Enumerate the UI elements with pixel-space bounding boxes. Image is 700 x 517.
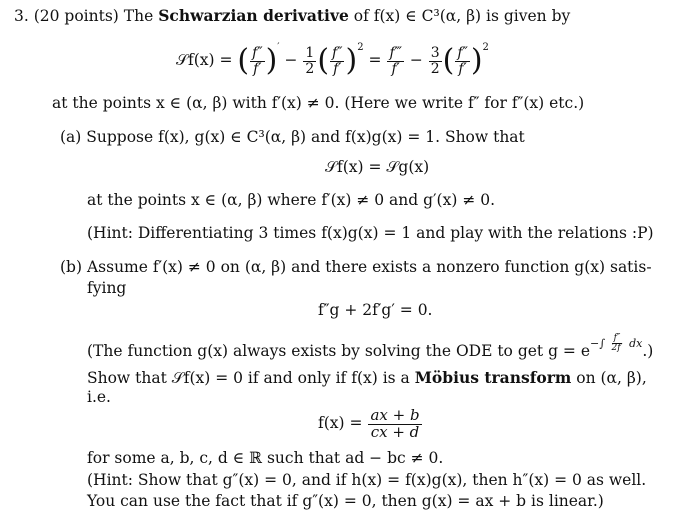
note-post: .) bbox=[642, 341, 654, 360]
frac-f2-f1: $\frac{f''}{f'}$ bbox=[252, 44, 263, 77]
intro-post: of f(x) ∈ C³(α, β) is given by bbox=[353, 7, 571, 25]
part-b-hint-2: You can use the fact that if g″(x) = 0, then g(x) = ax + b is linear.) bbox=[87, 492, 604, 510]
schwarzian-formula: 𝒮f(x) = ( $\frac{f''}{f'}$ ) ′ − $\frac{1}{2}$ ( $\frac{f''}{f'}$ ) $^2$ = $\frac{f‴}{f'}$ − $\frac{3}{2}$ ( $\frac{f''}{f'}$ ) $^2$ bbox=[176, 41, 489, 78]
part-b-hint-1: (Hint: Show that g″(x) = 0, and if h(x) = f(x)g(x), then h″(x) = 0 as well. bbox=[87, 471, 647, 489]
show-post: on (α, β), bbox=[576, 369, 647, 387]
part-b-ie: i.e. bbox=[87, 388, 111, 406]
intro-pre: The bbox=[123, 7, 154, 25]
frac-three-halves: $\frac{3}{2}$ bbox=[430, 44, 440, 77]
mobius-lhs: f(x) = bbox=[318, 414, 363, 433]
frac-f3-f1: $\frac{f‴}{f'}$ bbox=[389, 44, 402, 77]
part-a-text: Suppose f(x), g(x) ∈ C³(α, β) and f(x)g(x) = 1. Show that bbox=[86, 128, 525, 146]
part-a-label: (a) bbox=[60, 128, 82, 146]
formula-lhs: 𝒮f(x) = bbox=[176, 51, 233, 70]
problem-number: 3. bbox=[14, 7, 29, 25]
part-b-statement bbox=[60, 258, 652, 277]
part-a-condition: at the points x ∈ (α, β) where f′(x) ≠ 0 and g′(x) ≠ 0. bbox=[87, 191, 496, 209]
frac-f2-f1-sq-b: $\frac{f''}{f'}$ bbox=[457, 44, 468, 77]
part-b-show bbox=[87, 368, 647, 388]
frac-f2-f1-sq: $\frac{f''}{f'}$ bbox=[332, 44, 343, 77]
mobius-den: cx + d bbox=[370, 422, 420, 441]
problem-points: (20 points) bbox=[33, 7, 119, 25]
part-b-condition: for some a, b, c, d ∈ ℝ such that ad − bc ≠ 0. bbox=[87, 449, 444, 467]
part-a-hint: (Hint: Differentiating 3 times f(x)g(x) = 1 and play with the relations :P) bbox=[87, 224, 654, 242]
note-pre: (The function g(x) always exists by solving the ODE to get g = e bbox=[87, 341, 591, 360]
mobius-fraction bbox=[368, 405, 421, 441]
part-b-note bbox=[87, 334, 653, 361]
part-b-label: (b) bbox=[60, 258, 83, 276]
mobius-num: ax + b bbox=[370, 405, 420, 424]
mobius-formula bbox=[318, 404, 423, 444]
part-b-text-1: Assume f′(x) ≠ 0 on (α, β) and there exists a nonzero function g(x) satis- bbox=[86, 258, 652, 276]
mobius-term: Möbius transform bbox=[414, 368, 572, 387]
condition-line: at the points x ∈ (α, β) with f′(x) ≠ 0. (Here we write f″ for f″(x) etc.) bbox=[52, 94, 585, 112]
frac-half: $\frac{1}{2}$ bbox=[305, 44, 315, 77]
part-b-text-2: fying bbox=[87, 279, 127, 297]
part-b-ode: f″g + 2f′g′ = 0. bbox=[318, 301, 433, 319]
part-a-statement bbox=[60, 128, 525, 147]
formula-equals: = bbox=[368, 51, 382, 70]
schwarzian-term: Schwarzian derivative bbox=[158, 6, 349, 25]
part-a-equation: 𝒮f(x) = 𝒮g(x) bbox=[325, 158, 430, 176]
exponent: −∫ f″ 2f′ dx bbox=[590, 333, 643, 354]
show-pre: Show that 𝒮f(x) = 0 if and only if f(x) is a bbox=[87, 369, 410, 387]
problem-heading bbox=[14, 6, 570, 26]
